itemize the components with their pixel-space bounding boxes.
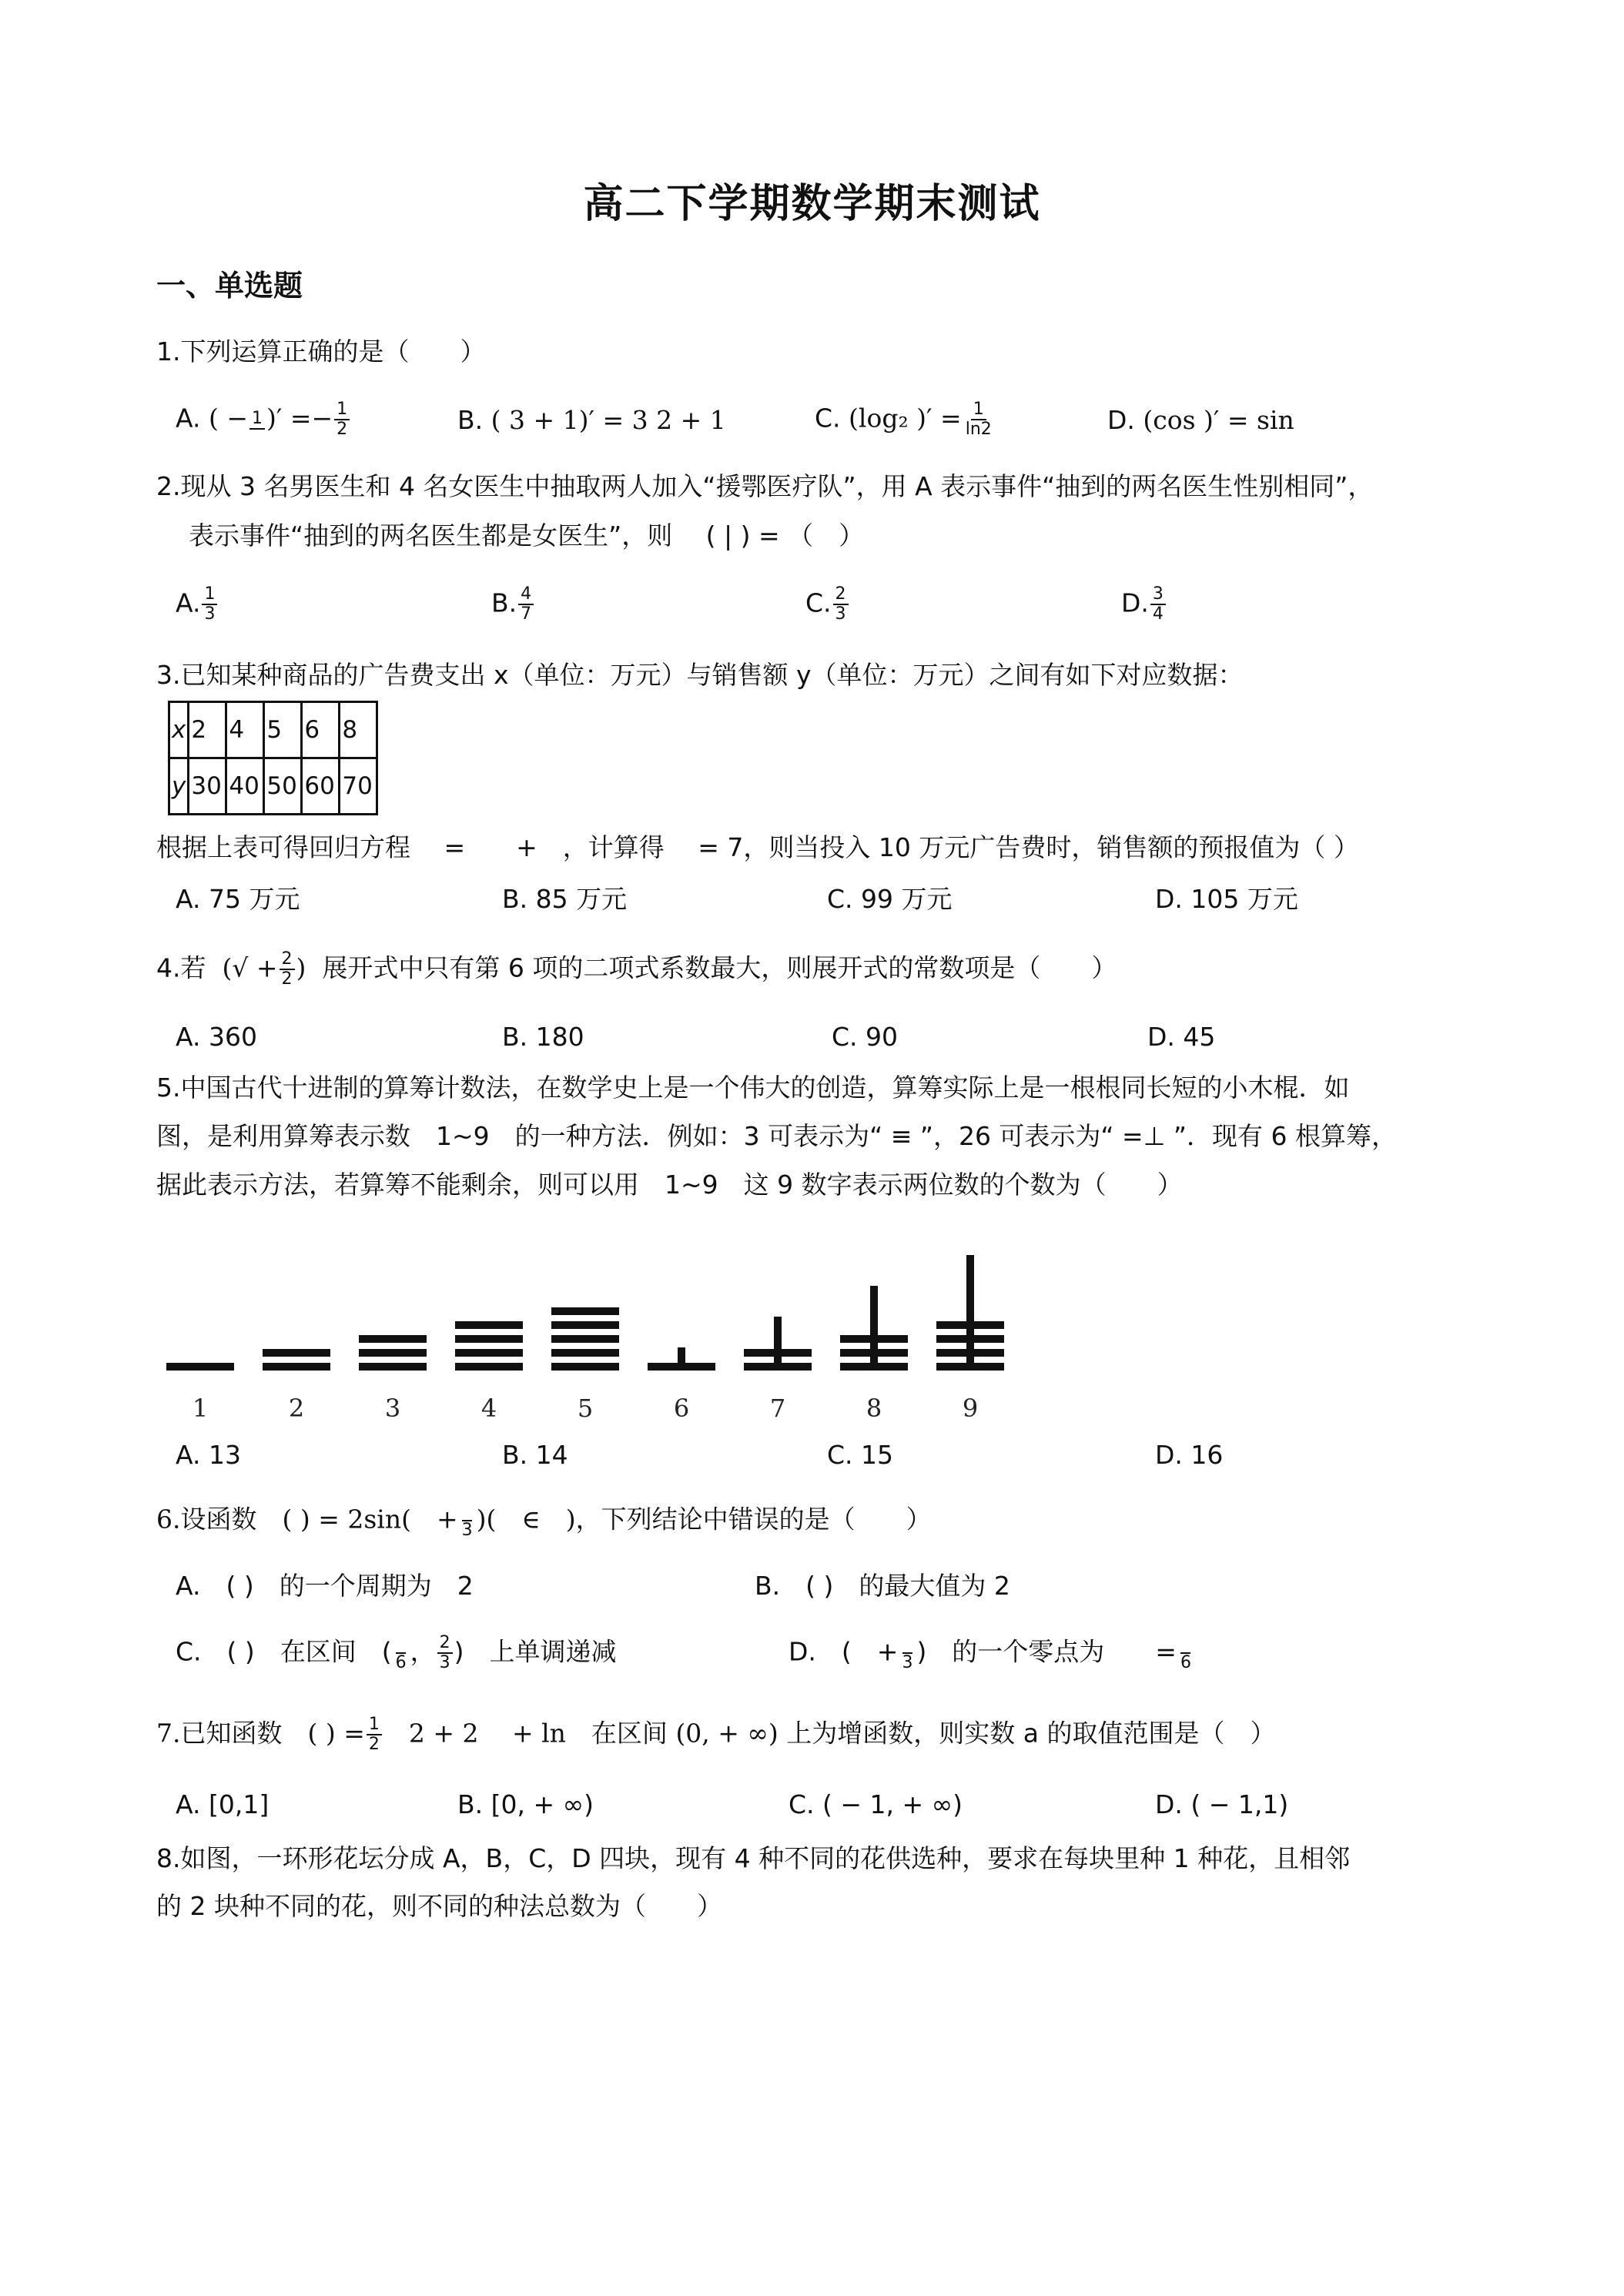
q5-option-c: C. 15 [827,1440,894,1470]
question-5-line-3: 据此表示方法，若算筹不能剩余，则可以用 1~9 这 9 数字表示两位数的个数为（ ） [156,1170,1183,1200]
q1-option-c: C. (log₂ )′ = $\frac{1}{\ln 2}$ [815,400,996,439]
q5-option-a: A. 13 [176,1440,241,1470]
q7-option-a: A. [0,1] [176,1789,270,1819]
rod-vertical [774,1317,782,1367]
q4-option-b: B. 180 [502,1022,584,1052]
q5-option-d: D. 16 [1155,1440,1224,1470]
question-5-line-2: 图，是利用算筹表示数 1~9 的一种方法．例如：3 可表示为“ ≡ ”，26 可表示为“ =⊥ ”．现有 6 根算筹， [156,1121,1397,1151]
q2-option-d: D. $\frac{3}{4}$ [1121,585,1167,624]
rod-horizontal [551,1335,619,1343]
table-cell: 50 [264,758,302,815]
rod-vertical [870,1286,878,1367]
rod-horizontal [455,1349,523,1357]
rod-horizontal [551,1349,619,1357]
q2-option-b: B. $\frac{4}{7}$ [491,585,535,624]
table-cell: 5 [264,702,302,758]
table-cell: 4 [226,702,264,758]
rod-vertical [966,1255,974,1367]
table-cell: 30 [189,758,226,815]
table-cell: 8 [340,702,377,758]
q4-option-a: A. 360 [176,1022,257,1052]
rod-horizontal [359,1349,427,1357]
q2-option-c: C. $\frac{2}{3}$ [805,585,850,624]
rod-horizontal [263,1349,330,1357]
table-cell: 6 [302,702,340,758]
rod-horizontal [166,1363,234,1371]
q1-option-a: A. ( − 1 )′ =− $\frac{1}{2}$ [176,400,351,439]
rod-horizontal [551,1363,619,1371]
q1-option-b: B. ( 3 + 1)′ = 3 2 + 1 [457,405,726,435]
q4-option-c: C. 90 [832,1022,899,1052]
rod-label: 1 [192,1394,209,1423]
counting-rods-figure [162,1224,1040,1432]
table-cell: y [169,758,189,815]
q6-option-c: C. ( ) 在区间 ( 6 ， $\frac{2}{3}$ ) 上单调递减 [176,1633,617,1673]
question-3-line-2: 根据上表可得回归方程 = + ，计算得 = 7，则当投入 10 万元广告费时，销售额的预报值为（ ） [156,832,1359,862]
q6-option-d: D. ( + 3 ) 的一个零点为 = 6 [789,1634,1195,1672]
q5-option-b: B. 14 [502,1440,568,1470]
table-cell: 70 [340,758,377,815]
data-table [168,701,378,815]
question-2-line-1: 2.现从 3 名男医生和 4 名女医生中抽取两人加入“援鄂医疗队”，用 A 表示事件“抽到的两名医生性别相同”， [156,471,1374,501]
rod-label: 7 [769,1394,786,1423]
q3-option-b: B. 85 万元 [502,884,628,914]
rod-horizontal [455,1335,523,1343]
fraction: 1 [249,410,265,430]
table-cell: 2 [189,702,226,758]
rod-horizontal [455,1321,523,1329]
rod-horizontal [263,1363,330,1371]
rod-label: 2 [288,1394,305,1423]
rod-label: 5 [577,1394,594,1423]
rod-label: 9 [962,1394,979,1423]
rod-horizontal [455,1363,523,1371]
section-heading: 一、单选题 [156,269,303,303]
fraction: $\frac{1}{2}$ [334,400,350,439]
table-cell: x [169,702,189,758]
rod-label: 8 [866,1394,882,1423]
question-8-line-1: 8.如图，一环形花坛分成 A，B，C，D 四块，现有 4 种不同的花供选种，要求在每块里种 1 种花，且相邻 [156,1843,1351,1873]
counting-rod-labels [193,1394,978,1423]
q4-option-d: D. 45 [1147,1022,1216,1052]
q7-option-b: B. [0, + ∞) [457,1789,594,1819]
question-8-line-2: 的 2 块种不同的花，则不同的种法总数为（ ） [156,1891,722,1921]
question-6-stem: 6.设函数 ( ) = 2sin( + 3 )( ∈ )，下列结论中错误的是（ ） [156,1501,932,1540]
table-cell: 60 [302,758,340,815]
q7-option-c: C. ( − 1, + ∞) [789,1789,963,1819]
q7-option-d: D. ( − 1,1) [1155,1789,1289,1819]
q1-option-d: D. (cos )′ = sin [1107,405,1294,435]
q3-option-c: C. 99 万元 [827,884,953,914]
question-1-stem: 1.下列运算正确的是（ ） [156,336,486,366]
counting-rods [166,1255,1004,1371]
q2-option-a: A. $\frac{1}{3}$ [176,585,219,624]
question-2-line-2: 表示事件“抽到的两名医生都是女医生”，则 ( | ) = （ ） [189,520,865,551]
table-row [169,702,377,758]
question-7-stem: 7.已知函数 ( ) = $\frac{1}{2}$ 2 + 2 + ln 在区间 (0, + ∞) 上为增函数，则实数 a 的取值范围是（ ） [156,1715,1276,1755]
rod-vertical [678,1347,685,1367]
table-cell: 40 [226,758,264,815]
question-4-stem: 4.若 (√ + $\frac{2}{2}$ ) 展开式中只有第 6 项的二项式系数最大，则展开式的常数项是（ ） [156,949,1117,989]
rod-horizontal [551,1321,619,1329]
rod-horizontal [551,1307,619,1315]
q3-option-a: A. 75 万元 [176,884,300,914]
q3-option-d: D. 105 万元 [1155,884,1298,914]
rod-label: 3 [384,1394,401,1423]
rod-label: 6 [673,1394,690,1423]
q6-option-a: A. ( ) 的一个周期为 2 [176,1571,474,1601]
rod-horizontal [359,1363,427,1371]
question-5-line-1: 5.中国古代十进制的算筹计数法，在数学史上是一个伟大的创造，算筹实际上是一根根同长短的小木棍．如 [156,1073,1350,1103]
question-3-stem: 3.已知某种商品的广告费支出 x（单位：万元）与销售额 y（单位：万元）之间有如下对应数据： [156,660,1244,690]
q6-option-b: B. ( ) 的最大值为 2 [755,1571,1010,1601]
rod-horizontal [359,1335,427,1343]
page-title: 高二下学期数学期末测试 [583,181,1041,227]
rod-label: 4 [481,1394,497,1423]
fraction: $\frac{1}{\ln 2}$ [965,400,992,440]
table-row [169,758,377,815]
